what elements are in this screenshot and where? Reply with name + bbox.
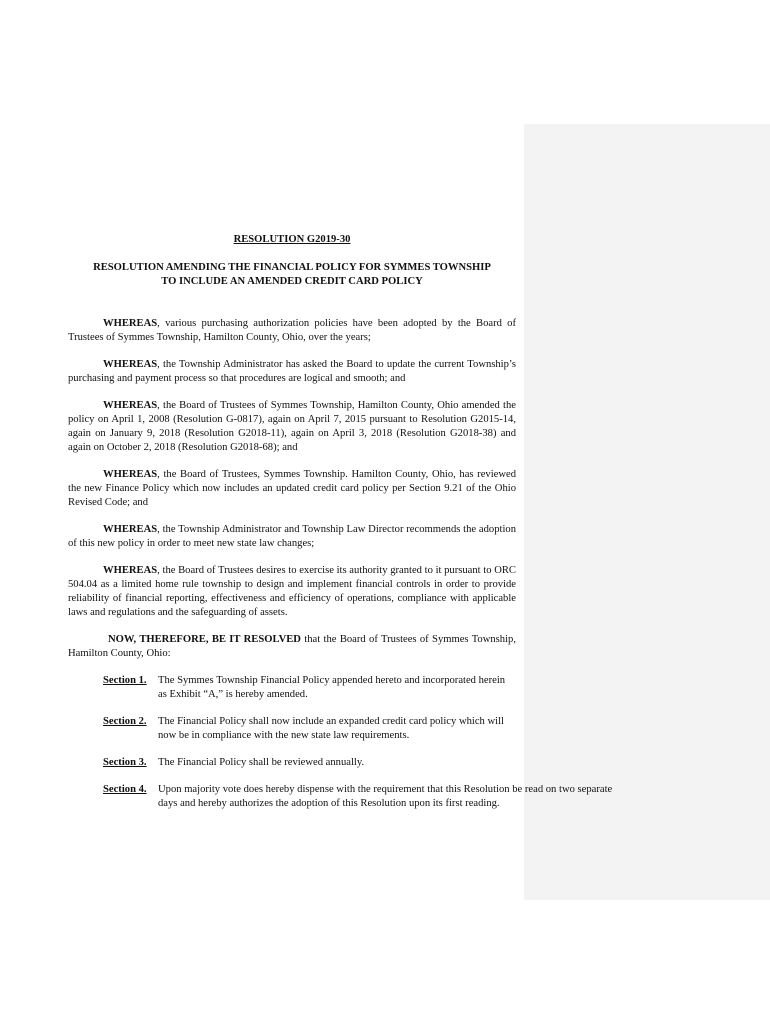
whereas-paragraph-1: [68, 317, 516, 345]
whereas-lead: WHEREAS: [103, 400, 158, 411]
resolved-lead: NOW, THEREFORE, BE IT RESOLVED: [108, 634, 301, 645]
whereas-text: , the Board of Trustees of Symmes Township, Hamilton County, Ohio amended the policy on April 1, 2008 (Resolution G-0817), again on April 7, 2015 pursuant to Resolution G2015-14, again on January 9, 2018 (Resolution G2018-11), again on April 3, 2018 (Resolution G2018-38) and again on October 2, 2018 (Resolution G2018-68); and: [68, 400, 516, 453]
section-text: Upon majority vote does hereby dispense with the requirement that this Resolution be read on two separate days and hereby authorizes the adoption of this Resolution upon its first reading.: [158, 784, 613, 809]
section-3: [68, 756, 516, 770]
resolution-title-line-1: RESOLUTION AMENDING THE FINANCIAL POLICY FOR SYMMES TOWNSHIP: [93, 262, 491, 273]
section-text: The Symmes Township Financial Policy appended hereto and incorporated herein as Exhibit “A,” is hereby amended.: [158, 675, 506, 700]
section-1: [68, 674, 516, 702]
whereas-paragraph-3: [68, 399, 516, 455]
resolution-number: RESOLUTION G2019-30: [233, 234, 351, 245]
resolution-title-line-2: TO INCLUDE AN AMENDED CREDIT CARD POLICY: [161, 276, 423, 287]
whereas-paragraph-6: [68, 564, 516, 620]
whereas-lead: WHEREAS: [103, 359, 158, 370]
whereas-text: , various purchasing authorization policies have been adopted by the Board of Trustees of Symmes Township, Hamilton County, Ohio, over the years;: [68, 318, 516, 343]
whereas-text: , the Township Administrator and Township Law Director recommends the adoption of this new policy in order to meet new state law changes;: [68, 524, 516, 549]
whereas-text: , the Board of Trustees desires to exercise its authority granted to it pursuant to ORC 504.04 as a limited home rule township to design and implement financial controls in order to provide reliability of financial reporting, effectiveness and efficiency of operations, compliance with applicable laws and regulations and the safeguarding of assets.: [68, 565, 516, 618]
resolved-paragraph: [68, 633, 516, 661]
section-text: The Financial Policy shall now include an expanded credit card policy which will now be in compliance with the new state law requirements.: [158, 716, 504, 741]
section-text: The Financial Policy shall be reviewed annually.: [158, 757, 365, 768]
whereas-paragraph-2: [68, 358, 516, 386]
section-label: Section 2.: [103, 716, 147, 727]
document-page: [68, 233, 613, 824]
section-4: [68, 783, 630, 811]
whereas-lead: WHEREAS: [103, 318, 158, 329]
section-label: Section 1.: [103, 675, 147, 686]
section-2: [68, 715, 516, 743]
whereas-paragraph-4: [68, 468, 516, 510]
resolution-title: [68, 261, 516, 289]
resolved-text: that the Board of Trustees of Symmes Township, Hamilton County, Ohio:: [68, 634, 516, 659]
section-label: Section 4.: [103, 784, 147, 795]
whereas-text: , the Township Administrator has asked the Board to update the current Township’s purchasing and payment process so that procedures are logical and smooth; and: [68, 359, 516, 384]
whereas-paragraph-5: [68, 523, 516, 551]
whereas-text: , the Board of Trustees, Symmes Township. Hamilton County, Ohio, has reviewed the new Finance Policy which now includes an updated credit card policy per Section 9.21 of the Ohio Revised Code; and: [68, 469, 516, 508]
whereas-lead: WHEREAS: [103, 469, 158, 480]
whereas-lead: WHEREAS: [103, 565, 158, 576]
section-label: Section 3.: [103, 757, 147, 768]
whereas-lead: WHEREAS: [103, 524, 158, 535]
